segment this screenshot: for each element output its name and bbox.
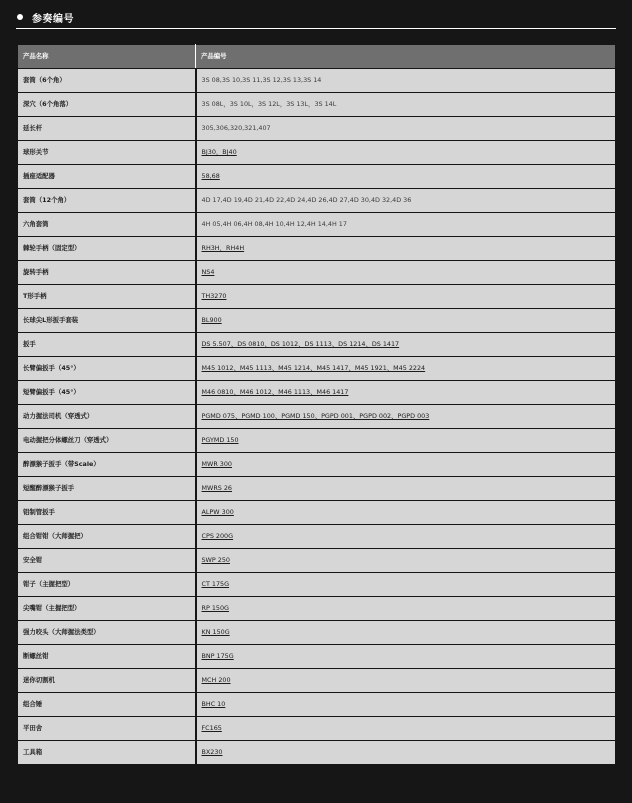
product-name-cell: 电动握把分体螺丝刀（穿透式） [18,429,196,453]
product-code-link[interactable]: M45 1012、M45 1113、M45 1214、M45 1417、M45 1921、M45 2224 [201,364,426,373]
table-row [18,549,616,573]
product-name-cell: 六角套筒 [18,213,196,237]
product-code-link[interactable]: MCH 200 [201,676,231,685]
table-row [18,381,616,405]
product-code-link[interactable]: KN 150G [201,628,230,637]
product-code-link[interactable]: BJ30，BJ40 [201,148,237,157]
table-row [18,261,616,285]
product-code-cell [196,165,616,189]
product-name-cell: 套筒（12个角） [18,189,196,213]
product-name-cell: 组合钳钳（大师握把） [18,525,196,549]
product-name-cell: 动力握法司机（穿透式） [18,405,196,429]
product-code-link[interactable]: FC165 [201,724,222,733]
table-row [18,525,616,549]
table-row [18,333,616,357]
product-name-cell: 工具箱 [18,741,196,765]
product-name-cell: 套筒（6个角） [18,69,196,93]
product-code-cell [196,237,616,261]
table-row [18,285,616,309]
table-row [18,405,616,429]
product-code-link[interactable]: RH3H，RH4H [201,244,245,253]
product-name-cell: 短醒醉漂猴子扳手 [18,477,196,501]
product-name-cell: 尖嘴钳（主握把型） [18,597,196,621]
product-name-cell: 深穴（6个角落） [18,93,196,117]
product-code-link[interactable]: M46 0810、M46 1012、M46 1113、M46 1417 [201,388,349,397]
table-row [18,309,616,333]
table-row [18,357,616,381]
table-row [18,693,616,717]
product-code-cell [196,285,616,309]
product-code-cell [196,381,616,405]
table-row [18,573,616,597]
table-body [18,69,616,765]
product-name-cell: 短臂偏扳手（45°） [18,381,196,405]
product-name-cell: 球形关节 [18,141,196,165]
product-code-cell [196,477,616,501]
product-code-cell [196,717,616,741]
product-code-link[interactable]: SWP 250 [201,556,230,565]
product-code-cell [196,597,616,621]
table-row [18,501,616,525]
product-name-cell: 长臂偏扳手（45°） [18,357,196,381]
section-header [16,6,616,29]
product-code-cell [196,573,616,597]
product-code-cell [196,549,616,573]
product-name-cell: 强力咬头（大师握法类型） [18,621,196,645]
product-code-link[interactable]: MWR 300 [201,460,233,469]
product-name-cell: 断螺丝钳 [18,645,196,669]
product-code-cell [196,453,616,477]
product-code-text: 4H 05,4H 06,4H 08,4H 10,4H 12,4H 14,4H 17 [201,220,347,229]
product-name-cell: 长球尖L形扳手套装 [18,309,196,333]
product-code-cell [196,741,616,765]
table-row [18,237,616,261]
table-row [18,189,616,213]
product-code-cell [196,357,616,381]
table-row [18,117,616,141]
product-code-cell [196,693,616,717]
product-code-cell [196,93,616,117]
product-code-text: 4D 17,4D 19,4D 21,4D 22,4D 24,4D 26,4D 27,4D 30,4D 32,4D 36 [201,196,412,205]
table-row [18,621,616,645]
table-row [18,669,616,693]
header-product-code: 产品编号 [196,45,616,69]
product-code-cell [196,189,616,213]
table-row [18,477,616,501]
table-row [18,597,616,621]
table-row [18,741,616,765]
product-code-link[interactable]: BL900 [201,316,222,325]
product-code-cell [196,429,616,453]
product-code-cell [196,309,616,333]
product-name-cell: 铝制管扳手 [18,501,196,525]
product-code-cell [196,405,616,429]
product-code-link[interactable]: 58,68 [201,172,220,181]
product-name-cell: 平田舍 [18,717,196,741]
product-code-link[interactable]: CT 175G [201,580,230,589]
product-code-cell [196,69,616,93]
product-code-link[interactable]: RP 150G [201,604,229,613]
table-row [18,717,616,741]
product-name-cell: 醉漂猴子扳手（带Scale） [18,453,196,477]
product-code-cell [196,213,616,237]
product-name-cell: 迷你切割机 [18,669,196,693]
table-row [18,93,616,117]
product-name-cell: 钳子（主握把型） [18,573,196,597]
product-name-cell: 棘轮手柄（固定型） [18,237,196,261]
product-code-link[interactable]: TH3270 [201,292,227,301]
product-code-cell [196,525,616,549]
product-name-cell: 旋转手柄 [18,261,196,285]
product-code-cell [196,501,616,525]
table-row [18,165,616,189]
product-code-text: 3S 08L，3S 10L，3S 12L，3S 13L，3S 14L [201,100,337,109]
product-code-link[interactable]: BX230 [201,748,223,757]
product-code-link[interactable]: MWRS 26 [201,484,232,493]
product-name-cell: T形手柄 [18,285,196,309]
product-code-link[interactable]: ALPW 300 [201,508,234,517]
table-row [18,213,616,237]
product-code-text: 3S 08,3S 10,3S 11,3S 12,3S 13,3S 14 [201,76,322,85]
table-header-row [18,45,616,69]
product-code-link[interactable]: CPS 200G [201,532,234,541]
product-name-cell: 安全钳 [18,549,196,573]
product-code-cell [196,669,616,693]
table-row [18,453,616,477]
header-product-name: 产品名称 [18,45,196,69]
table-row [18,645,616,669]
product-code-cell [196,333,616,357]
product-code-cell [196,261,616,285]
product-code-link[interactable]: NS4 [201,268,215,277]
product-code-cell [196,117,616,141]
product-code-link[interactable]: DS 5.507、DS 0810、DS 1012、DS 1113、DS 1214、DS 1417 [201,340,400,349]
product-code-text: 305,306,320,321,407 [201,124,271,133]
table-row [18,429,616,453]
product-name-cell: 延长杆 [18,117,196,141]
product-name-cell: 组合锤 [18,693,196,717]
table-row [18,69,616,93]
product-code-cell [196,645,616,669]
table-row [18,141,616,165]
section-title: 参奏编号 [32,13,74,25]
product-code-link[interactable]: PGMD 075、PGMD 100、PGMD 150、PGPD 001、PGPD 002、PGPD 003 [201,412,430,421]
product-code-cell [196,621,616,645]
product-code-link[interactable]: PGYMD 150 [201,436,239,445]
product-code-link[interactable]: BNP 175G [201,652,234,661]
product-code-table [17,44,616,765]
product-code-link[interactable]: BHC 10 [201,700,226,709]
bullet-icon [17,14,23,20]
product-name-cell: 扳手 [18,333,196,357]
product-name-cell: 插座适配器 [18,165,196,189]
product-code-cell [196,141,616,165]
